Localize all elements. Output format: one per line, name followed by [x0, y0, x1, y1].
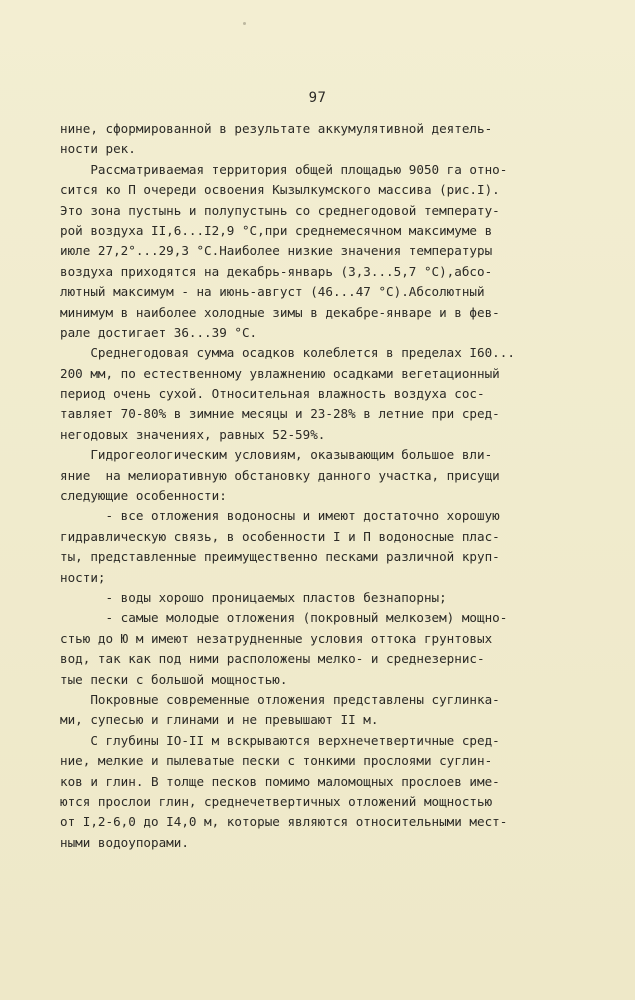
text-line: яние на мелиоративную обстановку данного участка, присущи: [60, 467, 500, 483]
text-line: стью до Ю м имеют незатрудненные условия оттока грунтовых: [60, 630, 493, 646]
page-number: 97: [308, 90, 327, 106]
text-line: ми, супесью и глинами и не превышают II м.: [60, 712, 379, 728]
text-line: ными водоупорами.: [60, 834, 189, 850]
text-line: Среднегодовая сумма осадков колеблется в пределах I60...: [60, 345, 515, 361]
text-line: период очень сухой. Относительная влажность воздуха сос-: [60, 386, 485, 402]
text-line: ности;: [60, 569, 106, 585]
text-line: воздуха приходятся на декабрь-январь (3,3...5,7 °С),абсо-: [60, 263, 493, 279]
text-line: тые пески с большой мощностью.: [60, 671, 288, 687]
text-line: Рассматриваемая территория общей площадью 9050 га отно-: [60, 161, 508, 177]
text-line: - самые молодые отложения (покровный мелкозем) мощно-: [60, 610, 508, 626]
text-line: вод, так как под ними расположены мелко- и среднезернис-: [60, 651, 485, 667]
text-line: Покровные современные отложения представлены суглинка-: [60, 691, 500, 707]
text-line: следующие особенности:: [60, 488, 227, 504]
text-line: ние, мелкие и пылеватые пески с тонкими прослоями суглин-: [60, 753, 493, 769]
text-line: сится ко П очереди освоения Кызылкумского массива (рис.I).: [60, 182, 500, 198]
paper-speck: [243, 22, 246, 25]
text-line: гидравлическую связь, в особенности I и П водоносные плас-: [60, 528, 500, 544]
text-line: негодовых значениях, равных 52-59%.: [60, 426, 326, 442]
text-line: - воды хорошо проницаемых пластов безнапорны;: [60, 589, 447, 605]
text-line: ются прослои глин, среднечетвертичных отложений мощностью: [60, 793, 493, 809]
text-line: от I,2-6,0 до I4,0 м, которые являются относительными мест-: [60, 814, 508, 830]
text-line: ков и глин. В толще песков помимо маломощных прослоев име-: [60, 773, 500, 789]
text-line: С глубины IO-II м вскрываются верхнечетвертичные сред-: [60, 732, 500, 748]
text-line: минимум в наиболее холодные зимы в декабре-январе и в фев-: [60, 304, 500, 320]
text-line: лютный максимум - на июнь-август (46...47 °С).Абсолютный: [60, 284, 485, 300]
text-line: ности рек.: [60, 141, 136, 157]
body-text: [60, 119, 580, 853]
text-line: рой воздуха II,6...I2,9 °С,при среднемесячном максимуме в: [60, 222, 493, 238]
text-line: рале достигает 36...39 °С.: [60, 324, 258, 340]
text-line: 200 мм, по естественному увлажнению осадками вегетационный: [60, 365, 500, 381]
text-line: Это зона пустынь и полупустынь со среднегодовой температу-: [60, 202, 500, 218]
text-line: нине, сформированной в результате аккумулятивной деятель-: [60, 121, 493, 136]
text-line: июле 27,2°...29,3 °С.Наиболее низкие значения температуры: [60, 243, 493, 259]
text-line: ты, представленные преимущественно песками различной круп-: [60, 549, 500, 565]
text-line: тавляет 70-80% в зимние месяцы и 23-28% в летние при сред-: [60, 406, 500, 422]
text-line: - все отложения водоносны и имеют достаточно хорошую: [60, 508, 500, 524]
text-line: Гидрогеологическим условиям, оказывающим большое вли-: [60, 447, 493, 463]
